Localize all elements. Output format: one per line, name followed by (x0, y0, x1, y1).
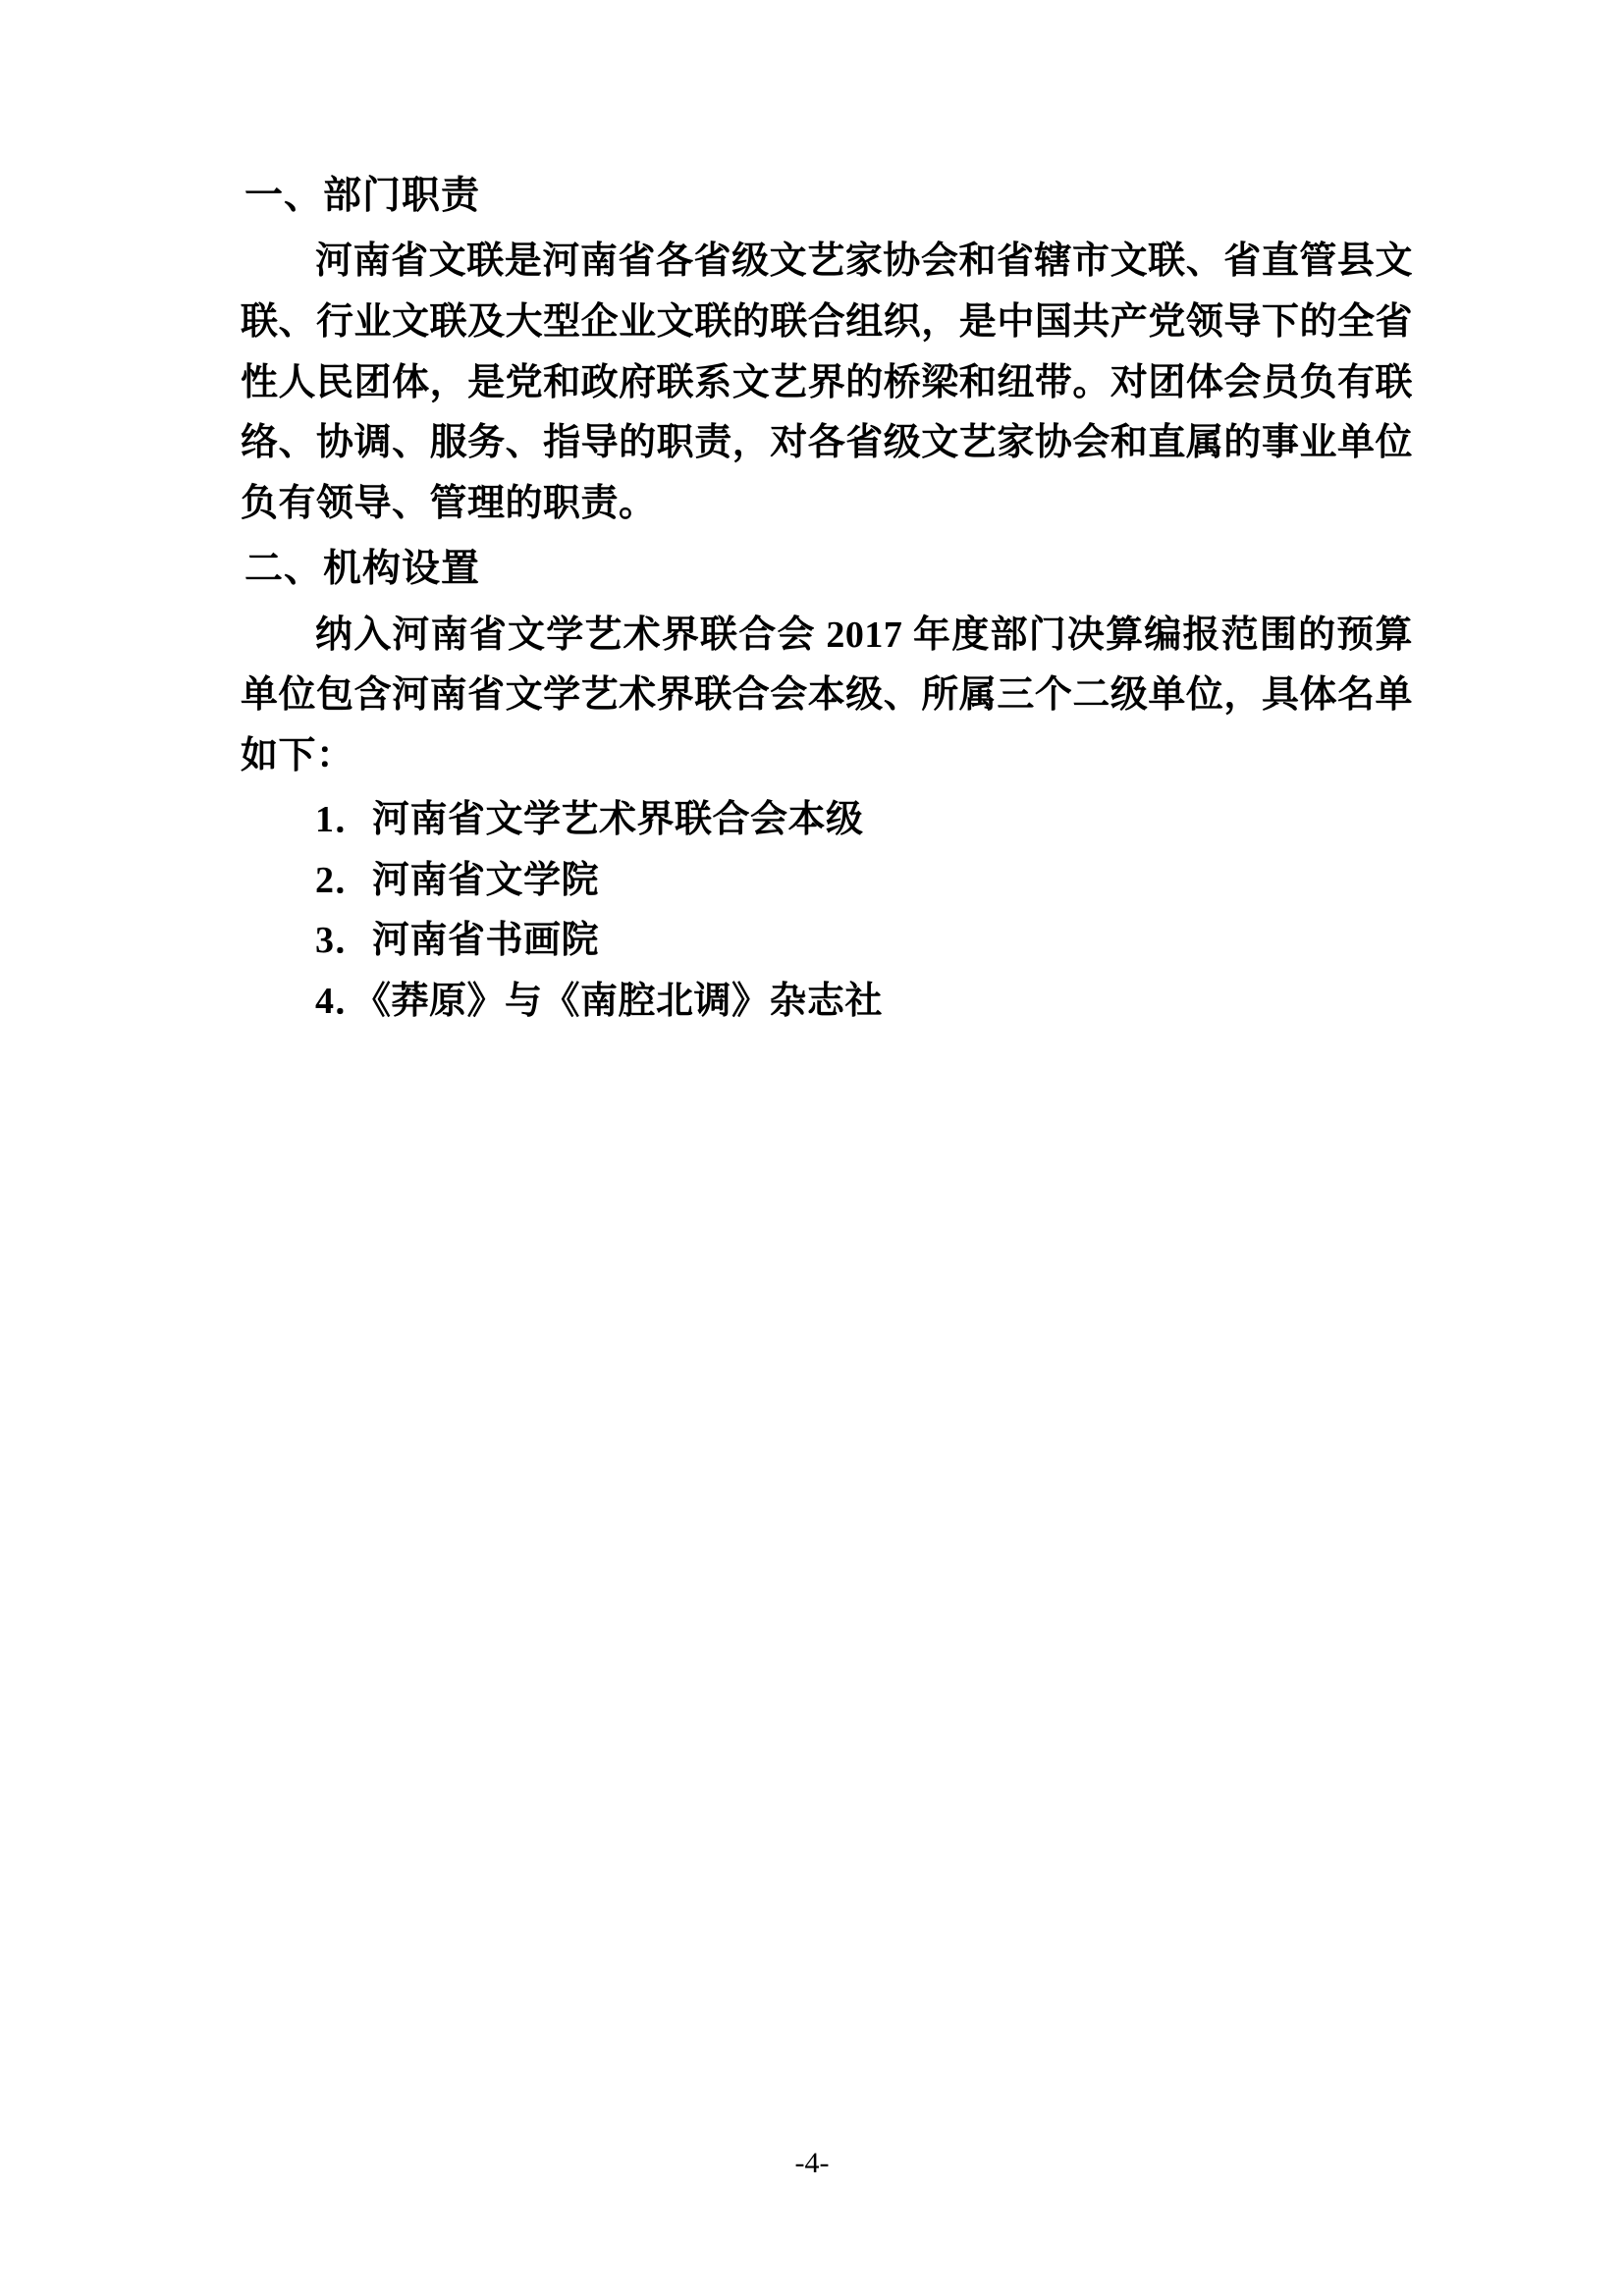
list-item: 2．河南省文学院 (315, 859, 600, 901)
section-heading: 一、部门职责 (244, 175, 481, 217)
section-organization-structure (241, 540, 1413, 1032)
page-number: -4- (794, 2147, 830, 2179)
list-item: 4．《莽原》与《南腔北调》杂志社 (315, 980, 884, 1022)
section-department-duties (241, 167, 1413, 534)
section-heading: 二、机构设置 (244, 548, 481, 591)
list-item: 1．河南省文学艺术界联合会本级 (315, 799, 864, 841)
section-paragraph: 纳入河南省文学艺术界联合会 2017 年度部门决算编报范围的预算单位包含河南省文学艺术界联合会本级、所属三个二级单位，具体名单如下： (241, 614, 1413, 776)
list-item: 3．河南省书画院 (315, 920, 600, 962)
section-paragraph: 河南省文联是河南省各省级文艺家协会和省辖市文联、省直管县文联、行业文联及大型企业文联的联合组织，是中国共产党领导下的全省性人民团体，是党和政府联系文艺界的桥梁和纽带。对团体会员负有联络、协调、服务、指导的职责，对各省级文艺家协会和直属的事业单位负有领导、管理的职责。 (241, 240, 1413, 524)
unit-list (241, 790, 1413, 1032)
